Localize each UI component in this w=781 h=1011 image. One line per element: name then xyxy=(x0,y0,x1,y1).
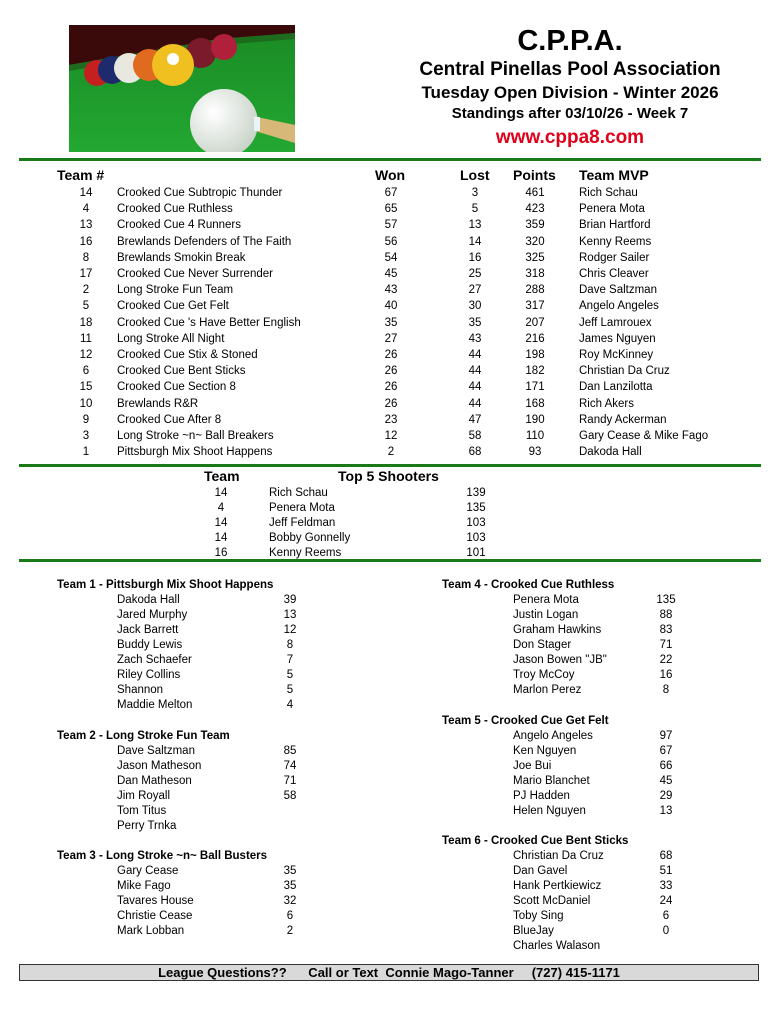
team-number: 3 xyxy=(82,430,90,442)
table-row xyxy=(0,234,781,250)
player-score: 135 xyxy=(656,594,676,606)
player-score: 6 xyxy=(286,910,294,922)
player-name: Marlon Perez xyxy=(513,684,582,696)
points-total: 110 xyxy=(525,430,545,442)
shooter-row xyxy=(0,530,781,546)
player-score: 71 xyxy=(283,775,297,787)
player-name: Ken Nguyen xyxy=(513,745,577,757)
header-won: Won xyxy=(375,167,406,183)
table-row xyxy=(0,396,781,412)
player-score: 66 xyxy=(659,760,673,772)
team-mvp: Randy Ackerman xyxy=(579,413,667,426)
team-name: Long Stroke Fun Team xyxy=(117,284,234,297)
standings-date: Standings after 03/10/26 - Week 7 xyxy=(451,105,689,122)
lost-count: 44 xyxy=(468,349,482,361)
team-number: 17 xyxy=(79,268,93,280)
shooter-score: 103 xyxy=(466,532,486,544)
team-name: Crooked Cue Section 8 xyxy=(117,381,236,394)
team-number: 4 xyxy=(82,203,90,216)
division-title: Tuesday Open Division - Winter 2026 xyxy=(421,83,719,102)
player-name: Joe Bui xyxy=(513,760,552,772)
player-name: Penera Mota xyxy=(513,594,579,606)
contact-footer: League Questions?? Call or Text Connie Mago-Tanner (727) 415-1171 xyxy=(19,964,759,981)
won-count: 40 xyxy=(384,300,398,313)
team-number: 8 xyxy=(82,251,90,264)
table-row xyxy=(0,428,781,444)
player-name: Jack Barrett xyxy=(117,624,179,636)
player-name: BlueJay xyxy=(513,925,554,937)
team-number: 1 xyxy=(82,446,90,459)
lost-count: 47 xyxy=(468,413,482,426)
team-mvp: Penera Mota xyxy=(579,203,645,216)
table-row xyxy=(0,363,781,379)
player-score: 8 xyxy=(286,639,294,651)
lost-count: 5 xyxy=(471,203,479,216)
player-name: Scott McDaniel xyxy=(513,895,591,907)
player-name: Jim Royall xyxy=(117,790,171,802)
lost-count: 58 xyxy=(468,430,482,442)
points-total: 320 xyxy=(525,235,545,248)
team-number: 13 xyxy=(79,219,93,232)
team-mvp: Dave Saltzman xyxy=(579,284,657,297)
lost-count: 13 xyxy=(468,219,482,232)
table-row xyxy=(0,298,781,314)
header-lost: Lost xyxy=(460,167,490,183)
player-score: 5 xyxy=(286,669,294,681)
roster-player-row xyxy=(0,909,781,924)
player-score: 12 xyxy=(283,624,297,636)
roster-player-row xyxy=(0,894,781,909)
team-name: Long Stroke All Night xyxy=(117,332,225,345)
player-score: 16 xyxy=(659,669,673,681)
roster-title: Team 2 - Long Stroke Fun Team xyxy=(57,730,230,742)
shooter-team: 4 xyxy=(217,502,225,514)
player-score: 0 xyxy=(662,925,670,937)
header-points: Points xyxy=(513,167,556,183)
player-name: Christie Cease xyxy=(117,910,193,922)
team-number: 5 xyxy=(82,300,90,313)
player-name: Toby Sing xyxy=(513,910,564,922)
player-score: 39 xyxy=(283,594,297,606)
table-row xyxy=(0,331,781,347)
table-row xyxy=(0,412,781,428)
player-score: 8 xyxy=(662,684,670,696)
shooter-row xyxy=(0,515,781,531)
player-score: 35 xyxy=(283,880,297,892)
team-name: Crooked Cue Bent Sticks xyxy=(117,365,246,378)
team-name: Crooked Cue Never Surrender xyxy=(117,268,273,280)
points-total: 461 xyxy=(525,187,545,199)
team-mvp: Christian Da Cruz xyxy=(579,365,670,378)
player-score: 35 xyxy=(283,865,297,877)
roster-player-row xyxy=(0,593,781,608)
header-mvp: Team MVP xyxy=(579,167,649,183)
team-number: 6 xyxy=(82,365,90,378)
team-number: 15 xyxy=(79,381,93,394)
team-mvp: Jeff Lamrouex xyxy=(579,316,652,329)
player-name: Riley Collins xyxy=(117,669,181,681)
team-name: Pittsburgh Mix Shoot Happens xyxy=(117,446,273,459)
shooter-score: 103 xyxy=(466,517,486,529)
shooter-name: Bobby Gonnelly xyxy=(269,532,351,544)
team-number: 12 xyxy=(79,349,93,361)
won-count: 57 xyxy=(384,219,398,232)
points-total: 288 xyxy=(525,284,545,297)
team-name: Crooked Cue Get Felt xyxy=(117,300,229,313)
player-name: Perry Trnka xyxy=(117,820,177,832)
lost-count: 43 xyxy=(468,332,482,345)
lost-count: 44 xyxy=(468,381,482,394)
won-count: 54 xyxy=(384,251,398,264)
table-row xyxy=(0,217,781,233)
team-mvp: Gary Cease & Mike Fago xyxy=(579,430,709,442)
shooter-name: Jeff Feldman xyxy=(269,517,336,529)
roster-player-row xyxy=(0,804,781,819)
team-mvp: James Nguyen xyxy=(579,332,656,345)
team-number: 14 xyxy=(79,187,93,199)
table-row xyxy=(0,266,781,282)
roster-player-row xyxy=(0,653,781,668)
roster-player-row xyxy=(0,864,781,879)
roster-player-row xyxy=(0,683,781,698)
points-total: 190 xyxy=(525,413,545,426)
roster-title: Team 1 - Pittsburgh Mix Shoot Happens xyxy=(57,579,274,591)
team-mvp: Roy McKinney xyxy=(579,349,654,361)
player-name: Angelo Angeles xyxy=(513,730,593,742)
player-score: 71 xyxy=(659,639,673,651)
lost-count: 30 xyxy=(468,300,482,313)
lost-count: 35 xyxy=(468,316,482,329)
team-mvp: Dakoda Hall xyxy=(579,446,642,459)
roster-player-row xyxy=(0,789,781,804)
lost-count: 14 xyxy=(468,235,482,248)
divider xyxy=(19,559,761,562)
shooter-name: Rich Schau xyxy=(269,487,328,499)
roster-player-row xyxy=(0,608,781,623)
team-name: Brewlands R&R xyxy=(117,397,199,410)
roster-player-row xyxy=(0,939,781,954)
table-row xyxy=(0,347,781,363)
player-score: 97 xyxy=(659,730,673,742)
player-name: Maddie Melton xyxy=(117,699,193,711)
lost-count: 27 xyxy=(468,284,482,297)
player-score: 45 xyxy=(659,775,673,787)
table-row xyxy=(0,282,781,298)
player-name: Gary Cease xyxy=(117,865,179,877)
shooter-score: 139 xyxy=(466,487,486,499)
won-count: 65 xyxy=(384,203,398,216)
player-score: 4 xyxy=(286,699,294,711)
won-count: 23 xyxy=(384,413,398,426)
points-total: 325 xyxy=(525,251,545,264)
player-score: 51 xyxy=(659,865,673,877)
shooter-score: 135 xyxy=(466,502,486,514)
points-total: 318 xyxy=(525,268,545,280)
lost-count: 25 xyxy=(468,268,482,280)
table-row xyxy=(0,250,781,266)
points-total: 168 xyxy=(525,397,545,410)
won-count: 26 xyxy=(384,381,398,394)
player-score: 74 xyxy=(283,760,297,772)
team-number: 11 xyxy=(80,332,92,345)
player-score: 68 xyxy=(659,850,673,862)
player-name: Jason Bowen "JB" xyxy=(513,654,607,666)
player-score: 22 xyxy=(659,654,673,666)
team-number: 18 xyxy=(79,316,93,329)
shooter-team: 16 xyxy=(214,547,228,559)
header-top-shooters: Top 5 Shooters xyxy=(338,468,439,484)
points-total: 216 xyxy=(525,332,545,345)
player-name: Graham Hawkins xyxy=(513,624,602,636)
team-name: Crooked Cue Stix & Stoned xyxy=(117,349,258,361)
page-title: C.P.P.A. xyxy=(517,25,623,57)
player-score: 67 xyxy=(659,745,673,757)
shooter-name: Penera Mota xyxy=(269,502,335,514)
website-link[interactable]: www.cppa8.com xyxy=(495,127,645,148)
billiard-balls-illustration xyxy=(69,25,295,152)
points-total: 359 xyxy=(525,219,545,232)
won-count: 2 xyxy=(387,446,395,459)
roster-player-row xyxy=(0,879,781,894)
player-score: 85 xyxy=(283,745,297,757)
won-count: 56 xyxy=(384,235,398,248)
team-name: Crooked Cue 's Have Better English xyxy=(117,316,301,329)
roster-player-row xyxy=(0,744,781,759)
roster-player-row xyxy=(0,774,781,789)
player-name: Tavares House xyxy=(117,895,194,907)
player-name: Don Stager xyxy=(513,639,572,651)
player-score: 88 xyxy=(659,609,673,621)
team-number: 10 xyxy=(79,397,93,410)
player-score: 24 xyxy=(659,895,673,907)
team-mvp: Rodger Sailer xyxy=(579,251,650,264)
roster-title: Team 4 - Crooked Cue Ruthless xyxy=(442,579,615,591)
won-count: 43 xyxy=(384,284,398,297)
player-score: 83 xyxy=(659,624,673,636)
team-number: 9 xyxy=(82,413,90,426)
header-team: Team xyxy=(204,468,240,484)
team-mvp: Rich Akers xyxy=(579,397,634,410)
won-count: 26 xyxy=(384,349,398,361)
player-name: Hank Pertkiewicz xyxy=(513,880,602,892)
table-row xyxy=(0,315,781,331)
player-name: Shannon xyxy=(117,684,164,696)
divider xyxy=(19,158,761,161)
lost-count: 44 xyxy=(468,397,482,410)
points-total: 207 xyxy=(525,316,545,329)
shooter-score: 101 xyxy=(466,547,486,559)
won-count: 27 xyxy=(384,332,398,345)
player-name: Jason Matheson xyxy=(117,760,202,772)
team-mvp: Angelo Angeles xyxy=(579,300,659,313)
shooter-team: 14 xyxy=(214,532,228,544)
player-score: 32 xyxy=(283,895,297,907)
player-score: 13 xyxy=(283,609,297,621)
pool-table-photo xyxy=(69,25,295,152)
player-name: Jared Murphy xyxy=(117,609,188,621)
lost-count: 68 xyxy=(468,446,482,459)
player-name: PJ Hadden xyxy=(513,790,570,802)
player-name: Mario Blanchet xyxy=(513,775,590,787)
player-name: Buddy Lewis xyxy=(117,639,183,651)
team-number: 2 xyxy=(82,284,90,297)
table-row xyxy=(0,185,781,201)
header-team-num: Team # xyxy=(57,167,105,183)
shooter-team: 14 xyxy=(214,487,228,499)
player-score: 5 xyxy=(286,684,294,696)
team-name: Long Stroke ~n~ Ball Breakers xyxy=(117,430,274,442)
player-score: 58 xyxy=(283,790,297,802)
roster-player-row xyxy=(0,759,781,774)
team-name: Crooked Cue Ruthless xyxy=(117,203,233,216)
shooter-row xyxy=(0,500,781,516)
team-mvp: Kenny Reems xyxy=(579,235,652,248)
player-name: Tom Titus xyxy=(117,805,167,817)
won-count: 12 xyxy=(384,430,398,442)
shooter-name: Kenny Reems xyxy=(269,547,342,559)
table-row xyxy=(0,444,781,460)
player-score: 33 xyxy=(659,880,673,892)
won-count: 26 xyxy=(384,365,398,378)
table-row xyxy=(0,379,781,395)
player-name: Charles Walason xyxy=(513,940,601,952)
roster-player-row xyxy=(0,623,781,638)
roster-player-row xyxy=(0,668,781,683)
points-total: 198 xyxy=(525,349,545,361)
player-name: Dave Saltzman xyxy=(117,745,195,757)
roster-player-row xyxy=(0,849,781,864)
player-name: Zach Schaefer xyxy=(117,654,192,666)
player-name: Mike Fago xyxy=(117,880,171,892)
roster-title: Team 6 - Crooked Cue Bent Sticks xyxy=(442,835,629,847)
points-total: 317 xyxy=(525,300,545,313)
team-name: Crooked Cue Subtropic Thunder xyxy=(117,187,283,199)
points-total: 93 xyxy=(528,446,542,459)
player-score: 2 xyxy=(286,925,294,937)
won-count: 45 xyxy=(384,268,398,280)
player-name: Christian Da Cruz xyxy=(513,850,604,862)
lost-count: 44 xyxy=(468,365,482,378)
divider xyxy=(19,464,761,467)
won-count: 67 xyxy=(384,187,398,199)
team-number: 16 xyxy=(79,235,93,248)
team-mvp: Chris Cleaver xyxy=(579,268,649,280)
roster-title: Team 3 - Long Stroke ~n~ Ball Busters xyxy=(57,850,268,862)
player-name: Dan Gavel xyxy=(513,865,568,877)
player-score: 7 xyxy=(286,654,294,666)
player-name: Helen Nguyen xyxy=(513,805,586,817)
player-name: Dakoda Hall xyxy=(117,594,180,606)
player-name: Troy McCoy xyxy=(513,669,575,681)
player-name: Justin Logan xyxy=(513,609,579,621)
team-mvp: Brian Hartford xyxy=(579,219,651,232)
player-score: 6 xyxy=(662,910,670,922)
player-score: 29 xyxy=(659,790,673,802)
roster-title: Team 5 - Crooked Cue Get Felt xyxy=(442,715,609,727)
won-count: 26 xyxy=(384,397,398,410)
team-name: Crooked Cue After 8 xyxy=(117,413,222,426)
roster-player-row xyxy=(0,924,781,939)
player-score: 13 xyxy=(659,805,673,817)
player-name: Mark Lobban xyxy=(117,925,185,937)
shooter-team: 14 xyxy=(214,517,228,529)
roster-player-row xyxy=(0,729,781,744)
won-count: 35 xyxy=(384,316,398,329)
team-name: Brewlands Defenders of The Faith xyxy=(117,235,292,248)
points-total: 171 xyxy=(525,381,545,394)
table-row xyxy=(0,201,781,217)
points-total: 182 xyxy=(525,365,545,378)
org-name: Central Pinellas Pool Association xyxy=(419,59,721,80)
player-name: Dan Matheson xyxy=(117,775,192,787)
team-name: Crooked Cue 4 Runners xyxy=(117,219,242,232)
lost-count: 3 xyxy=(471,187,479,199)
shooter-row xyxy=(0,485,781,501)
points-total: 423 xyxy=(525,203,545,216)
team-name: Brewlands Smokin Break xyxy=(117,251,246,264)
team-mvp: Rich Schau xyxy=(579,187,638,199)
lost-count: 16 xyxy=(468,251,482,264)
roster-player-row xyxy=(0,698,781,713)
roster-player-row xyxy=(0,819,781,834)
team-mvp: Dan Lanzilotta xyxy=(579,381,653,394)
roster-player-row xyxy=(0,638,781,653)
